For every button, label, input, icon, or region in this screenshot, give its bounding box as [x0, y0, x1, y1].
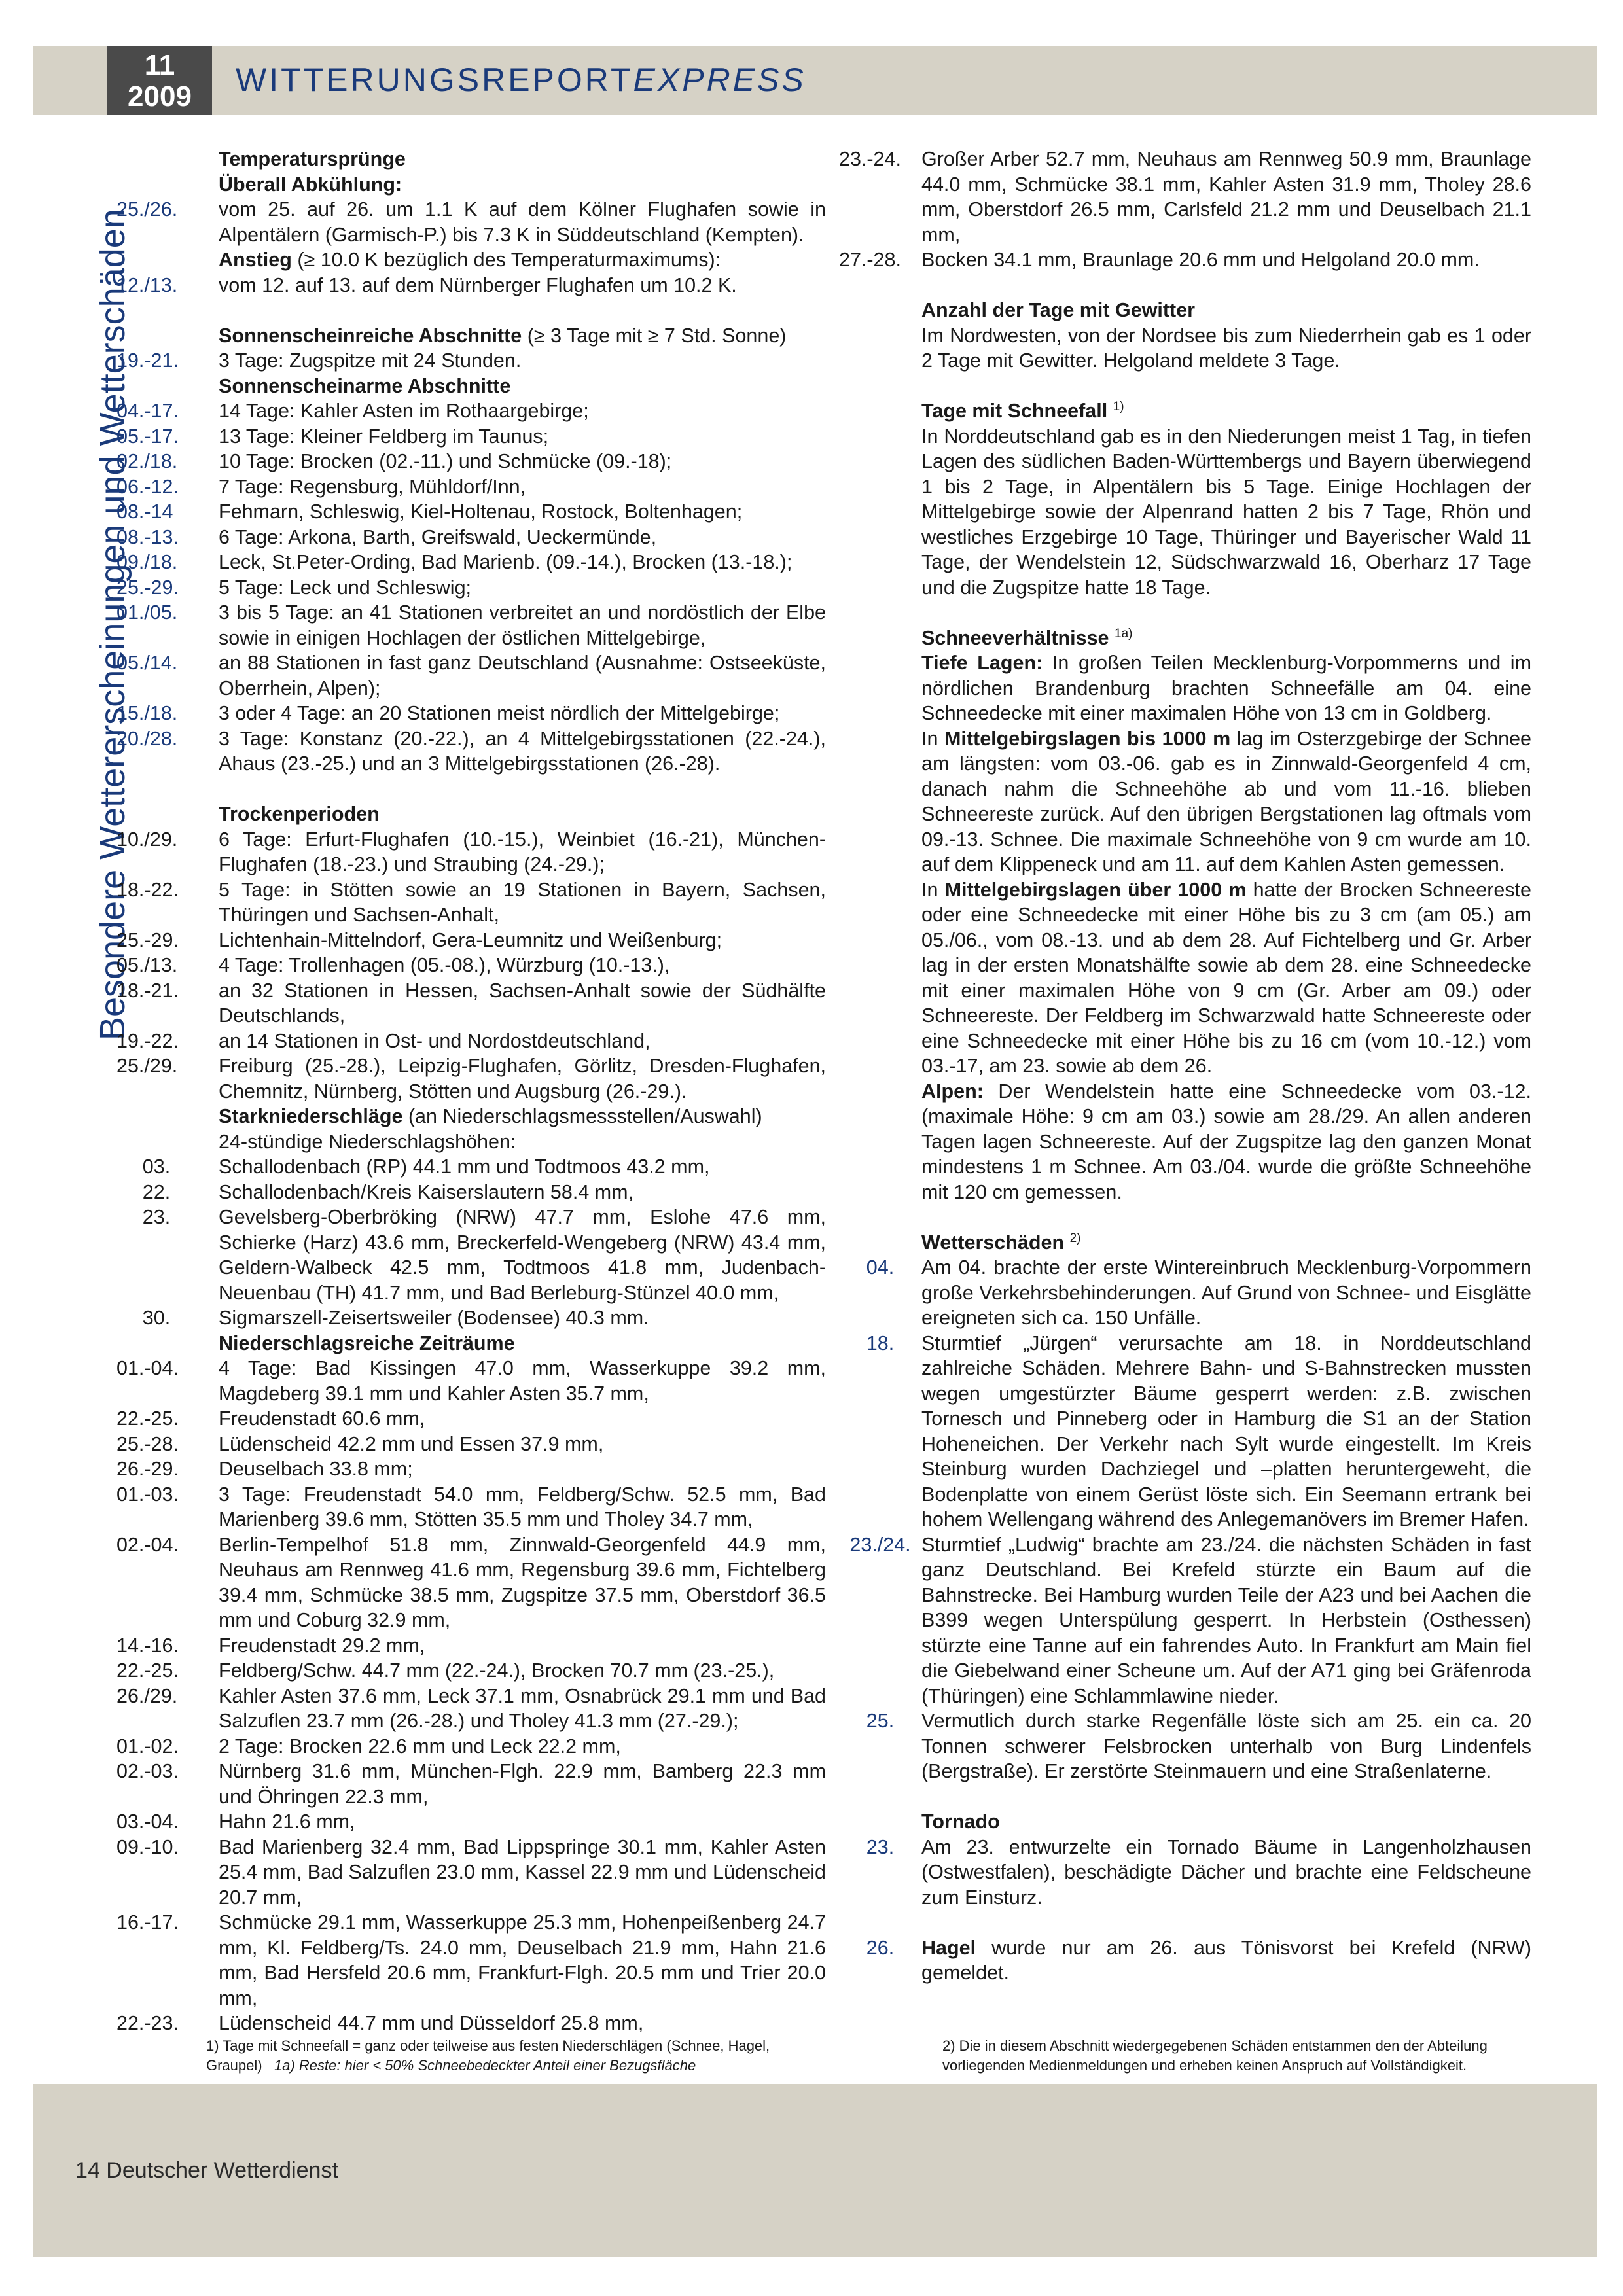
date-label: 23./24.: [849, 1533, 911, 1556]
date-label: 25./26.: [116, 198, 178, 221]
entry-text: an 14 Stationen in Ost- und Nordostdeutschland,: [219, 1029, 651, 1052]
rain-list-continued: [832, 147, 1531, 273]
entry-text: Vermutlich durch starke Regenfälle löste sich am 25. ein ca. 20 Tonnen schwerer Felsbrocken unterhalb von Burg Lindenfels (Bergstraße). Er zerstörte Steinmauern und eine Straßenlaterne.: [921, 1710, 1531, 1782]
date-label: 10./29.: [116, 828, 178, 851]
list-item: [832, 247, 1531, 273]
section-heading: Starkniederschläge: [219, 1105, 403, 1127]
date-label: 06.-12.: [116, 475, 179, 498]
footnote-left: [206, 2036, 808, 2075]
entry-text: Fehmarn, Schleswig, Kiel-Holtenau, Rostock, Boltenhagen;: [219, 501, 743, 523]
section-heading: Niederschlagsreiche Zeiträume: [219, 1332, 515, 1354]
list-item: [113, 1029, 826, 1054]
section-heading: Wetterschäden: [921, 1231, 1065, 1254]
entry-text: Schallodenbach (RP) 44.1 mm und Todtmoos 43.2 mm,: [219, 1156, 710, 1178]
heading-note: (≥ 3 Tage mit ≥ 7 Std. Sonne): [522, 324, 787, 347]
list-item: [113, 978, 826, 1029]
date-label: 03.: [142, 1156, 171, 1178]
list-item: [113, 1633, 826, 1659]
date-label: 22.-25.: [116, 1407, 179, 1430]
date-label: 05.-17.: [116, 425, 179, 448]
list-item: [113, 600, 826, 650]
entry-text: Bad Marienberg 32.4 mm, Bad Lippspringe 30.1 mm, Kahler Asten 25.4 mm, Bad Salzuflen 23.0 mm, Kassel 22.9 mm und Lüdenscheid 20.7 mm,: [219, 1835, 826, 1909]
entry-text: Lüdenscheid 44.7 mm und Düsseldorf 25.8 mm,: [219, 2012, 644, 2034]
entry-text: 5 Tage: Leck und Schleswig;: [219, 576, 472, 599]
entry-text: Leck, St.Peter-Ording, Bad Marienb. (09.-14.), Brocken (13.-18.);: [219, 551, 793, 573]
entry-text: 6 Tage: Erfurt-Flughafen (10.-15.), Weinbiet (16.-21), München-Flughafen (18.-23.) und Straubing (24.-29.);: [219, 828, 826, 875]
date-label: 09./18.: [116, 551, 178, 573]
date-label: 25.-29.: [116, 928, 179, 951]
paragraph: hatte der Brocken Schneereste oder eine Schneedecke mit einer Höhe bis zu 3 cm (am 05.) am 05./06., vom 08.-13. und ab dem 28. Auf Fichtelberg und Gr. Arber lag in der ersten Monatshälfte sowie ab dem 28. eine Schneedecke mit einer maximalen Höhe von 9 cm (Gr. Arber am 09.) oder Schneereste. Der Feldberg im Schwarzwald hatte Schneereste oder eine Schneedecke mit einer Höhe bis zu 16 cm (vom 10.-12.) vom 03.-17, am 23. sowie ab dem 26.: [921, 878, 1531, 1077]
list-item: [113, 1154, 826, 1180]
paragraph: Der Wendelstein hatte eine Schneedecke vom 03.-12. (maximale Höhe: 9 cm am 03.) sowie am 28./29. An allen anderen Tagen lagen Schneereste. Auf der Zugspitze lag den ganzen Monat mindestens 1 m Schnee. Am 03./04. wurde die größte Schneehöhe mit 120 cm gemessen.: [921, 1080, 1531, 1203]
title-italic: EXPRESS: [633, 62, 806, 98]
right-column: [832, 147, 1531, 1986]
footnote-1a: 1a) Reste: hier < 50% Schneebedeckter Anteil einer Bezugsfläche: [274, 2057, 696, 2074]
entry-text: Hahn 21.6 mm,: [219, 1810, 355, 1833]
date-label: 25.-29.: [116, 576, 179, 599]
list-item: [113, 1658, 826, 1684]
date-label: 16.-17.: [116, 1911, 179, 1934]
section-heading: Tage mit Schneefall: [921, 400, 1108, 422]
paragraph: lag im Osterzgebirge der Schnee am längsten: vom 03.-06. gab es in Zinnwald-Georgenfeld 4 cm, danach nahm die Schneehöhe ab und vom 11.-16. blieben Schneereste zurück. Auf den übrigen Bergstationen lag oftmals vom 09.-13. Schnee. Die maximale Schneehöhe von 9 cm wurde am 10. auf dem Klippeneck und am 11. auf dem Kahlen Asten gemessen.: [921, 727, 1531, 875]
list-item: [113, 1205, 826, 1305]
list-item: [113, 1759, 826, 1809]
list-item: [113, 1809, 826, 1835]
sub-heading: Überall Abkühlung:: [219, 173, 402, 196]
list-item: [113, 424, 826, 450]
entry-text: Schmücke 29.1 mm, Wasserkuppe 25.3 mm, Hohenpeißenberg 24.7 mm, Kl. Feldberg/Ts. 24.0 mm, Deuselbach 21.9 mm, Hahn 21.6 mm, Bad Hersfeld 20.6 mm, Frankfurt-Flgh. 20.5 mm und Trier 20.0 mm,: [219, 1911, 826, 2009]
issue-badge: [107, 46, 212, 115]
issue-month: 11: [144, 49, 175, 81]
date-label: 22.: [142, 1180, 171, 1203]
date-label: 02.-03.: [116, 1760, 179, 1782]
prefix: In: [921, 878, 945, 901]
list-item: [113, 575, 826, 601]
date-label: 23.: [866, 1835, 895, 1858]
date-label: 23.-24.: [839, 148, 901, 170]
inline-label: Tiefe Lagen:: [921, 652, 1043, 674]
entry-text: 13 Tage: Kleiner Feldberg im Taunus;: [219, 425, 549, 448]
damage-list: [832, 1255, 1531, 1784]
entry-text: Großer Arber 52.7 mm, Neuhaus am Rennweg 50.9 mm, Braunlage 44.0 mm, Schmücke 38.1 mm, Kahler Asten 31.9 mm, Tholey 28.6 mm, Oberstdorf 26.5 mm, Carlsfeld 21.2 mm und Deuselbach 21.1 mm,: [921, 148, 1531, 246]
entry-text: 14 Tage: Kahler Asten im Rothaargebirge;: [219, 400, 589, 422]
section-heading: Anzahl der Tage mit Gewitter: [921, 299, 1196, 321]
list-item: [113, 474, 826, 500]
list-item: [113, 1734, 826, 1759]
entry-text: 4 Tage: Bad Kissingen 47.0 mm, Wasserkuppe 39.2 mm, Magdeberg 39.1 mm und Kahler Asten 35.7 mm,: [219, 1357, 826, 1405]
section-heading: Sonnenscheinarme Abschnitte: [219, 374, 511, 397]
entry-text: 6 Tage: Arkona, Barth, Greifswald, Ueckermünde,: [219, 525, 657, 548]
list-item: [113, 1406, 826, 1432]
page-footer: 14 Deutscher Wetterdienst: [75, 2158, 338, 2183]
list-item: [113, 701, 826, 726]
side-title: Besondere Wettererscheinungen und Wetterschäden: [93, 209, 132, 1040]
entry-text: 7 Tage: Regensburg, Mühldorf/Inn,: [219, 475, 526, 498]
footnote-right: 2) Die in diesem Abschnitt wiedergegebenen Schäden entstammen den der Abteilung vorliegenden Medienmeldungen und erheben keinen Anspruch auf Vollständigkeit.: [942, 2038, 1488, 2074]
section-heading: Sonnenscheinreiche Abschnitte: [219, 324, 522, 347]
sub-heading: 24-stündige Niederschlagshöhen:: [219, 1130, 516, 1153]
dull-list: [113, 398, 826, 777]
entry-text: Feldberg/Schw. 44.7 mm (22.-24.), Brocken 70.7 mm (23.-25.),: [219, 1659, 775, 1682]
entry-text: 4 Tage: Trollenhagen (05.-08.), Würzburg (10.-13.),: [219, 954, 670, 976]
date-label: 15./18.: [116, 702, 178, 724]
date-label: 02./18.: [116, 450, 178, 472]
entry-text: 3 bis 5 Tage: an 41 Stationen verbreitet an und nordöstlich der Elbe sowie in einigen Hochlagen der östlichen Mittelgebirge,: [219, 601, 826, 649]
list-item: [113, 928, 826, 953]
date-label: 30.: [142, 1307, 171, 1329]
date-label: 27.-28.: [839, 249, 901, 271]
footnote-ref: 1): [1113, 399, 1124, 414]
date-label: 18.-21.: [116, 979, 179, 1002]
date-label: 22.-25.: [116, 1659, 179, 1682]
list-item: [832, 147, 1531, 247]
date-label: 26.-29.: [116, 1458, 179, 1480]
paragraph: wurde nur am 26. aus Tönisvorst bei Krefeld (NRW) gemeldet.: [921, 1936, 1531, 1984]
entry-text: Nürnberg 31.6 mm, München-Flgh. 22.9 mm, Bamberg 22.3 mm und Öhringen 22.3 mm,: [219, 1760, 826, 1808]
section-heading: Trockenperioden: [219, 803, 380, 825]
list-item: [113, 1432, 826, 1457]
date-label: 01.-02.: [116, 1735, 179, 1757]
list-item: [113, 449, 826, 474]
entry-text: an 88 Stationen in fast ganz Deutschland (Ausnahme: Ostseeküste, Oberrhein, Alpen);: [219, 652, 826, 699]
entry-text: 5 Tage: in Stötten sowie an 19 Stationen in Bayern, Sachsen, Thüringen und Sachsen-Anhalt,: [219, 878, 826, 926]
entry-text: Gevelsberg-Oberbröking (NRW) 47.7 mm, Eslohe 47.6 mm, Schierke (Harz) 43.6 mm, Breckerfeld-Wengeberg (NRW) 43.4 mm, Geldern-Walbeck 42.5 mm, Todtmoos 41.8 mm, Judenbach-Neuenbau (TH) 41.7 mm, und Bad Berleburg-Stünzel 40.0 mm,: [219, 1206, 826, 1304]
entry-text: an 32 Stationen in Hessen, Sachsen-Anhalt sowie der Südhälfte Deutschlands,: [219, 979, 826, 1027]
section-heading: Tornado: [921, 1810, 1000, 1833]
entry-text: 3 Tage: Freudenstadt 54.0 mm, Feldberg/Schw. 52.5 mm, Bad Marienberg 39.6 mm, Stötten 35.5 mm und Tholey 34.7 mm,: [219, 1483, 826, 1530]
date-label: 14.-16.: [116, 1634, 179, 1657]
inline-label: Hagel: [921, 1936, 976, 1959]
entry-text: 3 Tage: Konstanz (20.-22.), an 4 Mittelgebirgsstationen (22.-24.), Ahaus (23.-25.) und an 3 Mittelgebirgsstationen (26.-28).: [219, 727, 826, 775]
heading-note: (an Niederschlagsmessstellen/Auswahl): [402, 1105, 762, 1127]
date-label: 25./29.: [116, 1055, 178, 1077]
footnote-1: 1) Tage mit Schneefall = ganz oder teilweise aus festen Niederschlägen (Schnee, Hagel, Graupel): [206, 2038, 770, 2074]
date-label: 25.: [866, 1710, 895, 1732]
entry-text: Lichtenhain-Mittelndorf, Gera-Leumnitz und Weißenburg;: [219, 928, 722, 951]
date-label: 04.-17.: [116, 400, 179, 422]
date-label: 20./28.: [116, 727, 178, 750]
dry-list: [113, 827, 826, 1104]
section-heading: Schneeverhältnisse: [921, 626, 1109, 649]
list-item: [113, 398, 826, 424]
list-item: [113, 550, 826, 575]
date-label: 18.: [866, 1332, 895, 1354]
entry-text: Schallodenbach/Kreis Kaiserslautern 58.4 mm,: [219, 1180, 634, 1203]
list-item: [113, 1457, 826, 1482]
entry-text: Freudenstadt 60.6 mm,: [219, 1407, 425, 1430]
rich-list: [113, 1356, 826, 2036]
paragraph: Im Nordwesten, von der Nordsee bis zum Niederrhein gab es 1 oder 2 Tage mit Gewitter. Helgoland meldete 3 Tage.: [921, 324, 1531, 372]
date-label: 19.-22.: [116, 1029, 179, 1052]
list-item: [113, 877, 826, 928]
date-label: 09.-10.: [116, 1835, 179, 1858]
entry-text: Lüdenscheid 42.2 mm und Essen 37.9 mm,: [219, 1432, 604, 1455]
entry-text: vom 12. auf 13. auf dem Nürnberger Flughafen um 10.2 K.: [219, 274, 737, 296]
list-item: [113, 499, 826, 525]
entry-text: Berlin-Tempelhof 51.8 mm, Zinnwald-Georgenfeld 44.9 mm, Neuhaus am Rennweg 41.6 mm, Regensburg 39.6 mm, Fichtelberg 39.4 mm, Schmücke 38.5 mm, Zugspitze 37.5 mm, Oberstdorf 36.5 mm und Coburg 32.9 mm,: [219, 1533, 826, 1631]
inline-label: Mittelgebirgslagen bis 1000 m: [944, 727, 1231, 750]
date-label: 02.-04.: [116, 1533, 179, 1556]
date-label: 05./13.: [116, 954, 178, 976]
entry-text: Kahler Asten 37.6 mm, Leck 37.1 mm, Osnabrück 29.1 mm und Bad Salzuflen 23.7 mm (26.-28.) und Tholey 41.3 mm (27.-29.);: [219, 1684, 826, 1732]
entry-text: 3 oder 4 Tage: an 20 Stationen meist nördlich der Mittelgebirge;: [219, 702, 780, 724]
date-label: 18.-22.: [116, 878, 179, 901]
date-label: 08.-13.: [116, 525, 179, 548]
heavy-list: [113, 1154, 826, 1331]
list-item: [113, 1532, 826, 1633]
paragraph: In Norddeutschland gab es in den Niederungen meist 1 Tag, in tiefen Lagen des südlichen Baden-Württembergs und Bayern überwiegend 1 bis 2 Tage, in Alpentälern bis 5 Tage. Einige Hochlagen der Mittelgebirge sowie der Alpenrand hatten 2 bis 7 Tage, Rhön und westliches Erzgebirge 10 Tage, Thüringer und Bayerischer Wald 11 Tage, der Wendelstein 12, Südschwarzwald 16, Oberharz 17 Tage und die Zugspitze hatte 18 Tage.: [921, 425, 1531, 599]
inline-label: Alpen:: [921, 1080, 984, 1103]
date-label: 12./13.: [116, 274, 178, 296]
list-item: [113, 1180, 826, 1205]
list-item: [832, 1331, 1531, 1532]
entry-text: Sturmtief „Ludwig“ brachte am 23./24. die nächsten Schäden in fast ganz Deutschland. Bei Krefeld stürzte ein Baum auf die Bahnstrecke. Bei Hamburg wurden Teile der A23 und bei Aachen die B399 wegen Unterspülung gesperrt. In Herbstein (Osthessen) stürzte eine Tanne auf ein fahrendes Auto. In Frankfurt am Main fiel die Giebelwand einer Scheune um. Auf der A71 ging bei Gräfenroda (Thüringen) eine Schlammlawine nieder.: [921, 1533, 1531, 1707]
list-item: [113, 1356, 826, 1406]
list-item: [113, 1305, 826, 1331]
list-item: [113, 1910, 826, 2011]
date-label: 08.-14: [116, 501, 173, 523]
report-title: [236, 63, 806, 96]
date-label: 25.-28.: [116, 1432, 179, 1455]
entry-text: Freiburg (25.-28.), Leipzig-Flughafen, Görlitz, Dresden-Flughafen, Chemnitz, Nürnberg, Stötten und Augsburg (26.-29.).: [219, 1055, 826, 1103]
list-item: [113, 650, 826, 701]
list-item: [113, 1835, 826, 1911]
paragraph: In großen Teilen Mecklenburg-Vorpommerns und im nördlichen Brandenburg brachten Schneefälle am 04. eine Schneedecke mit einer maximalen Höhe von 13 cm in Goldberg.: [921, 652, 1531, 724]
paragraph: Am 23. entwurzelte ein Tornado Bäume in Langenholzhausen (Ostwestfalen), beschädigte Dächer und brachte eine Feldscheune zum Einsturz.: [921, 1835, 1531, 1909]
list-item: [113, 1684, 826, 1734]
entry-text: Bocken 34.1 mm, Braunlage 20.6 mm und Helgoland 20.0 mm.: [921, 249, 1480, 271]
left-column: [113, 147, 826, 2036]
list-item: [113, 1482, 826, 1532]
list-item: [832, 1708, 1531, 1784]
entry-text: 3 Tage: Zugspitze mit 24 Stunden.: [219, 349, 522, 372]
prefix: In: [921, 727, 945, 750]
entry-text: Deuselbach 33.8 mm;: [219, 1458, 413, 1480]
list-item: [113, 953, 826, 978]
list-item: [113, 726, 826, 777]
list-item: [113, 2011, 826, 2036]
footnote-ref: 1a): [1115, 626, 1133, 641]
entry-text: 10 Tage: Brocken (02.-11.) und Schmücke (09.-18);: [219, 450, 672, 472]
entry-text: Sturmtief „Jürgen“ verursachte am 18. in Norddeutschland zahlreiche Schäden. Mehrere Bahn- und S-Bahnstrecken mussten wegen umgestürzter Bäume gesperrt werden: z.B. zwischen Tornesch und Pinneberg oder in Hamburg die S1 an der Station Hoheneichen. Der Verkehr nach Sylt wurde eingestellt. Im Kreis Steinburg wurden Dachziegel und –platten heruntergeweht, die Bodenplatte von einem Gerüst löste sich. Ein Seemann ertrank bei hohem Wellengang während des Anlegemanövers im Bremer Hafen.: [921, 1332, 1531, 1530]
entry-text: Am 04. brachte der erste Wintereinbruch Mecklenburg-Vorpommern große Verkehrsbehinderungen. Auf Grund von Schnee- und Eisglätte ereigneten sich ca. 150 Unfälle.: [921, 1256, 1531, 1329]
list-item: [113, 348, 826, 374]
list-item: [832, 1532, 1531, 1709]
date-label: 26./29.: [116, 1684, 178, 1707]
date-label: 22.-23.: [116, 2012, 179, 2034]
inline-label: Mittelgebirgslagen über 1000 m: [944, 878, 1247, 901]
list-item: [113, 827, 826, 877]
section-heading: Temperatursprünge: [219, 148, 406, 170]
entry-text: vom 25. auf 26. um 1.1 K auf dem Kölner Flughafen sowie in Alpentälern (Garmisch-P.) bis 7.3 K in Süddeutschland (Kempten).: [219, 198, 826, 246]
date-label: 01.-04.: [116, 1357, 179, 1379]
list-item: [113, 525, 826, 550]
date-label: 03.-04.: [116, 1810, 179, 1833]
rise-text: (≥ 10.0 K bezüglich des Temperaturmaximums):: [291, 249, 721, 271]
list-item: [113, 1053, 826, 1104]
issue-year: 2009: [128, 80, 192, 113]
list-item: [832, 1255, 1531, 1331]
footnote-ref: 2): [1069, 1231, 1081, 1245]
entry-text: Freudenstadt 29.2 mm,: [219, 1634, 425, 1657]
entry-text: Sigmarszell-Zeisertsweiler (Bodensee) 40.3 mm.: [219, 1307, 649, 1329]
date-label: 01.-03.: [116, 1483, 179, 1506]
date-label: 26.: [866, 1936, 895, 1959]
title-main: WITTERUNGSREPORT: [236, 62, 633, 98]
entry-text: 2 Tage: Brocken 22.6 mm und Leck 22.2 mm,: [219, 1735, 621, 1757]
rise-label: Anstieg: [219, 249, 292, 271]
date-label: 04.: [866, 1256, 895, 1279]
date-label: 01./05.: [116, 601, 178, 624]
date-label: 05./14.: [116, 652, 178, 674]
date-label: 23.: [142, 1206, 171, 1228]
sun-list: [113, 348, 826, 374]
date-label: 19.-21.: [116, 349, 179, 372]
